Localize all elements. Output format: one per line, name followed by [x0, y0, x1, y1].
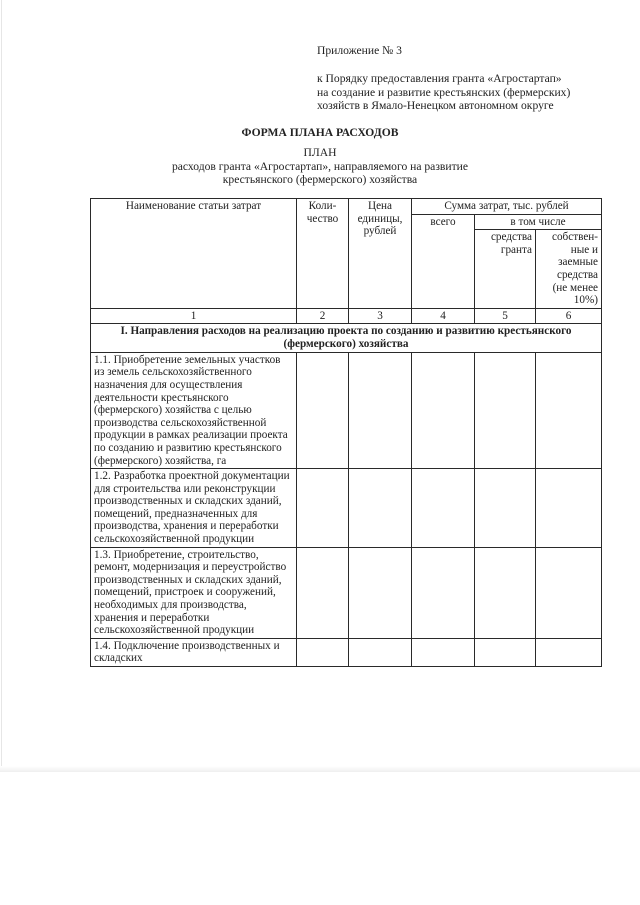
cell-own-funds — [536, 547, 602, 638]
header-grant: средства гранта — [475, 230, 536, 309]
appendix-line: на создание и развитие крестьянских (фермерских) — [317, 85, 571, 99]
column-number: 1 — [91, 308, 297, 323]
cell-qty — [297, 352, 349, 468]
cell-price — [349, 469, 412, 548]
header-qty: Коли- чество — [297, 199, 349, 309]
table-row — [91, 352, 602, 468]
cell-grant — [475, 638, 536, 666]
header-price: Цена единицы, рублей — [349, 199, 412, 309]
expense-table — [90, 198, 602, 667]
plan-heading — [0, 146, 640, 187]
cell-own-funds — [536, 469, 602, 548]
section-title: I. Направления расходов на реализацию проекта по созданию и развитию крестьянского (фермерского) хозяйства — [91, 323, 602, 352]
cell-qty — [297, 469, 349, 548]
header-name: Наименование статьи затрат — [91, 199, 297, 309]
column-number: 6 — [536, 308, 602, 323]
column-numbers-row — [91, 308, 602, 323]
cell-price — [349, 547, 412, 638]
cell-price — [349, 352, 412, 468]
cell-own-funds — [536, 352, 602, 468]
table-row — [91, 469, 602, 548]
cell-price — [349, 638, 412, 666]
cell-own-funds — [536, 638, 602, 666]
appendix-line: хозяйств в Ямало-Ненецком автономном округе — [317, 99, 554, 113]
row-label: 1.1. Приобретение земельных участков из земель сельскохозяйственного назначения для осуществления деятельности крестьянского (фермерского) хозяйства с целью производства сельскохозяйственной продукции в рамках реализации проекта по созданию и развитию крестьянского (фермерского) хозяйства, га — [91, 352, 297, 468]
table-row — [91, 638, 602, 666]
row-label: 1.4. Подключение производственных и складских — [91, 638, 297, 666]
header-including: в том числе — [475, 214, 602, 230]
cell-grant — [475, 547, 536, 638]
cell-grant — [475, 352, 536, 468]
plan-subtitle-line: расходов гранта «Агростартап», направляемого на развитие — [171, 159, 469, 173]
cell-qty — [297, 638, 349, 666]
header-sum: Сумма затрат, тыс. рублей — [412, 199, 602, 215]
page-bottom-edge — [0, 766, 640, 772]
cell-qty — [297, 547, 349, 638]
plan-subtitle-line: крестьянского (фермерского) хозяйства — [222, 173, 418, 187]
header-total: всего — [412, 214, 475, 308]
cell-total — [412, 469, 475, 548]
table-row — [91, 547, 602, 638]
form-title: ФОРМА ПЛАНА РАСХОДОВ — [241, 126, 399, 139]
column-number: 2 — [297, 308, 349, 323]
cell-total — [412, 638, 475, 666]
cell-total — [412, 547, 475, 638]
row-label: 1.3. Приобретение, строительство, ремонт, модернизация и переустройство производственных и складских зданий, помещений, пристроек и сооружений, необходимых для производства, хранения и переработки сельскохозяйственной продукции — [91, 547, 297, 638]
cell-grant — [475, 469, 536, 548]
appendix-number: Приложение № 3 — [317, 44, 402, 57]
plan-title: ПЛАН — [303, 146, 337, 159]
row-label: 1.2. Разработка проектной документации для строительства или реконструкции производственных и складских зданий, помещений, предназначенных для производства, хранения и переработки сельскохозяйственной продукции — [91, 469, 297, 548]
column-number: 4 — [412, 308, 475, 323]
column-number: 5 — [475, 308, 536, 323]
appendix-block — [317, 44, 570, 113]
appendix-line: к Порядку предоставления гранта «Агростартап» — [317, 72, 562, 86]
cell-total — [412, 352, 475, 468]
column-number: 3 — [349, 308, 412, 323]
header-own-funds: собствен- ные и заемные средства (не менее 10%) — [536, 230, 602, 309]
